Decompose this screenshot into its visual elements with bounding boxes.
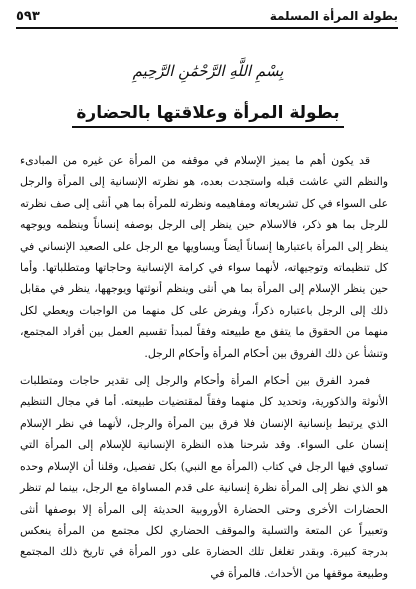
body-text <box>20 150 388 584</box>
chapter-title-block <box>0 103 416 123</box>
page-header <box>16 5 398 29</box>
page-number: ٥٩٣ <box>16 8 40 24</box>
paragraph-2: فمرد الفرق بين أحكام المرأة وأحكام والرجل إلى تقدير حاجات ومتطلبات الأنوثة والذكورية، وتحديد كل منهما وفقاً لمقتضيات طبيعته. أما في مجال التنظيم الذي يرتبط بإنسانية الإنسان فلا فرق بين المرأة والرجل، لأنهما في نظر الإسلام إنسان على السواء. وقد شرحنا هذه النظرة الإنسانية للإسلام إلى المرأة التي تساوي فيها الرجل في كتاب (المرأة مع النبي) بكل تفصيل، وقلنا أن الإسلام وحده هو الذي نظر إلى المرأة نظرة إنسانية على قدم المساواة مع الرجل، بينما لم تنظر الحضارات الأخرى وحتى الحضارة الأوروبية الحديثة إلى المرأة إلا بوصفها أنثى وتعبيراً عن المتعة والتسلية والموقف الحضاري لكل مجتمع من المرأة ينعكس بدرجة كبيرة. وبقدر تغلغل تلك الحضارة على دور المرأة في تاريخ ذلك المجتمع وطبيعة موقفها من الأحداث. فالمرأة في <box>20 374 388 580</box>
paragraph-1: قد يكون أهم ما يميز الإسلام في موقفه من المرأة عن غيره من المبادىء والنظم التي عاشت قبله واستجدت بعده، هو نظرته الإنسانية إلى المرأة والرجل على السواء في كل تشريعاته ومفاهيمه ونظرته للمرأة بما هي أنثى إلى صف نظرته للرجل بما هو ذكر، فالاسلام حين ينظر إلى الرجل بوصفه إنساناً وينظمه ويوجهه ينظر إلى المرأة باعتبارها إنساناً أيضاً ويساويها مع الرجل على الصعيد الإنساني في كل تنظيماته وتوجيهاته، لأنهما سواء في كرامة الإنسانية وحاجاتها ومتطلباتها. وأما حين ينظر الإسلام إلى المرأة بما هي أنثى وينظم أنوثتها ويوجهها، ينظر في مقابل ذلك إلى الرجل باعتباره ذكراً، ويفرض على كل منهما من الواجبات ويعطي لكل منهما من الحقوق ما يتفق مع طبيعته وفقاً لمبدأ تقسيم العمل بين أفراد المجتمع، وتنشأ عن ذلك الفروق بين أحكام المرأة وأحكام الرجل. <box>20 154 388 360</box>
chapter-title: بطولة المرأة وعلاقتها بالحضارة <box>72 103 343 128</box>
running-title: بطولة المرأة المسلمة <box>269 9 398 23</box>
basmala: بِسْمِ اللَّهِ الرَّحْمَٰنِ الرَّحِيمِ <box>132 62 284 80</box>
